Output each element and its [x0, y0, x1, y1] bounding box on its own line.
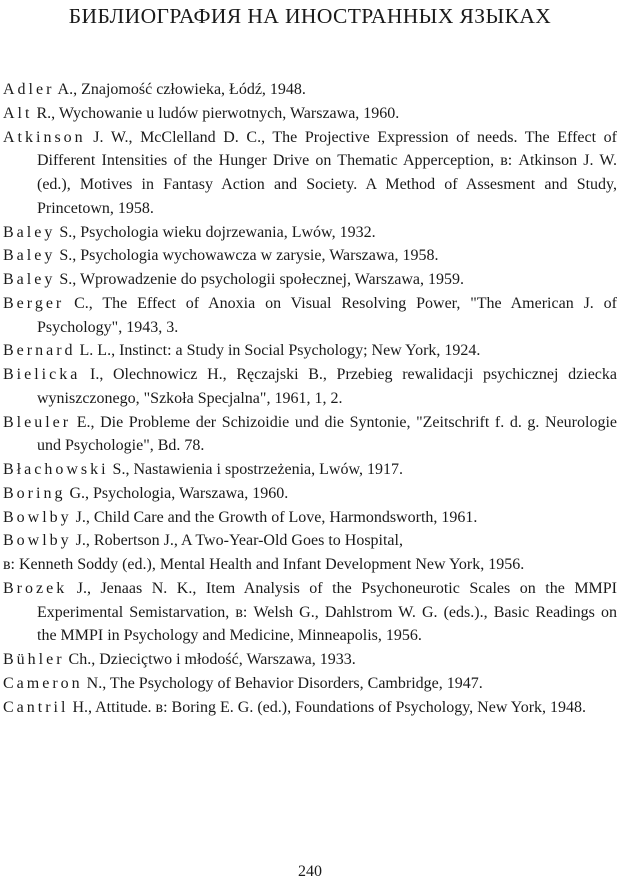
- entry-author: Cameron: [3, 674, 83, 692]
- entry-text: S., Wprowadzenie do psychologii społecznej, Warszawa, 1959.: [55, 271, 465, 288]
- entry-author: Baley: [3, 271, 56, 288]
- entry-text: C., The Effect of Anoxia on Visual Resolving Power, "The American J. of Psychology", 1943, 3.: [37, 294, 617, 336]
- entry-author: Bühler: [3, 651, 65, 668]
- bibliography-entry: [3, 529, 617, 553]
- entry-text: J. W., McClelland D. C., The Projective Expression of needs. The Effect of Different Intensities of the Hunger Drive on Thematic Apperception, в: Atkinson J. W. (ed.), Motives in Fantasy Action and Society. A Method of Assesment and Study, Princetown, 1958.: [37, 128, 617, 217]
- bibliography-entry: [3, 577, 617, 648]
- entry-text: S., Psychologia wychowawcza w zarysie, Warszawa, 1958.: [55, 247, 439, 265]
- bibliography-entry: [3, 102, 617, 126]
- bibliography-entry: [3, 363, 617, 411]
- entry-author: Błachowski: [3, 461, 109, 478]
- entry-text: A., Znajomość człowieka, Łódź, 1948.: [54, 81, 306, 98]
- entry-author: Baley: [3, 223, 56, 241]
- entry-author: Cantril: [3, 698, 69, 716]
- bibliography-entry: [3, 696, 617, 720]
- entry-text: J., Jenaas N. K., Item Analysis of the Psychoneurotic Scales on the MMPI Experimental Semistarvation, в: Welsh G., Dahlstrom W. G. (eds.)., Basic Readings on the MMPI in Psychology and Medicine, Minneapolis, 1956.: [37, 579, 617, 645]
- page-number: 240: [298, 863, 322, 880]
- bibliography-entry: [3, 411, 617, 459]
- entry-text: L. L., Instinct: a Study in Social Psychology; New York, 1924.: [75, 342, 481, 360]
- entry-author: Atkinson: [3, 128, 86, 146]
- entry-author: Bielicka: [3, 366, 81, 383]
- bibliography-entry: [3, 648, 617, 672]
- bibliography-entry: [3, 292, 617, 340]
- entry-author: Berger: [3, 294, 65, 312]
- entry-text: Ch., Dzieciçtwo i młodość, Warszawa, 1933.: [64, 651, 356, 668]
- entry-text: J., Child Care and the Growth of Love, Harmondsworth, 1961.: [71, 508, 478, 526]
- entry-text: S., Nastawienia i spostrzeżenia, Lwów, 1917.: [108, 461, 403, 478]
- entry-author: Baley: [3, 247, 56, 265]
- bibliography-entry: [3, 221, 617, 245]
- entry-text: H., Attitude. в: Boring E. G. (ed.), Foundations of Psychology, New York, 1948.: [68, 698, 587, 716]
- bibliography-entry: [3, 506, 617, 530]
- entry-text: R., Wychowanie u ludów pierwotnych, Warszawa, 1960.: [32, 104, 400, 122]
- bibliography-list: [3, 78, 617, 719]
- bibliography-entry: [3, 458, 617, 482]
- entry-author: Boring: [3, 484, 66, 502]
- entry-text: I., Olechnowicz H., Ręczajski B., Przebieg rewalidacji psychicznej dziecka wyniszczonego, "Szkoła Specjalna", 1961, 1, 2.: [37, 366, 617, 407]
- entry-text: S., Psychologia wieku dojrzewania, Lwów, 1932.: [55, 223, 376, 241]
- entry-text: E., Die Probleme der Schizoidie und die Syntonie, "Zeitschrift f. d. g. Neurologie und Psychologie", Bd. 78.: [37, 413, 617, 455]
- entry-text: в: Kenneth Soddy (ed.), Mental Health and Infant Development New York, 1956.: [3, 556, 525, 573]
- bibliography-heading: БИБЛИОГРАФИЯ НА ИНОСТРАННЫХ ЯЗЫКАХ: [68, 4, 552, 28]
- entry-author: Bleuler: [3, 413, 72, 431]
- bibliography-entry: [3, 482, 617, 506]
- entry-author: Adler: [3, 81, 55, 98]
- bibliography-entry: [3, 339, 617, 363]
- entry-author: Brozek: [3, 579, 68, 597]
- entry-text: J., Robertson J., A Two-Year-Old Goes to Hospital,: [71, 532, 403, 550]
- entry-text: G., Psychologia, Warszawa, 1960.: [65, 484, 289, 502]
- bibliography-entry: [3, 244, 617, 268]
- entry-text: N., The Psychology of Behavior Disorders, Cambridge, 1947.: [82, 674, 483, 692]
- entry-author: Bowlby: [3, 508, 72, 526]
- bibliography-entry: [3, 268, 617, 292]
- bibliography-entry: [3, 672, 617, 696]
- bibliography-entry: [3, 553, 617, 577]
- bibliography-entry: [3, 126, 617, 221]
- entry-author: Alt: [3, 104, 33, 122]
- entry-author: Bowlby: [3, 532, 72, 550]
- bibliography-entry: [3, 78, 617, 102]
- entry-author: Bernard: [3, 342, 76, 360]
